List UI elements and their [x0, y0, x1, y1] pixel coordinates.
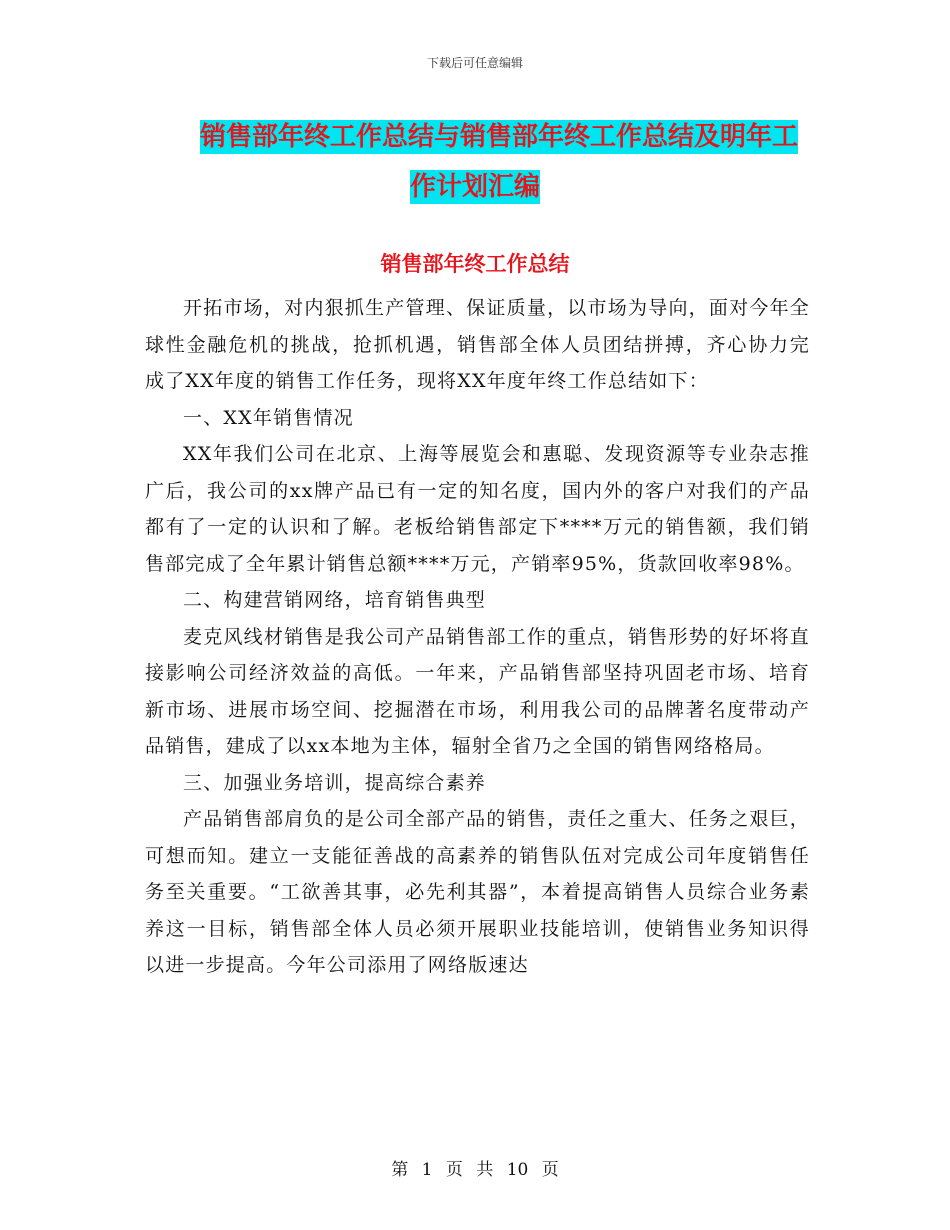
document-title	[0, 112, 950, 212]
heading-sales-status: 一、XX年销售情况	[183, 406, 354, 429]
page-footer: 第 1 页 共 10 页	[391, 1160, 559, 1180]
paragraph-sales-status: XX年我们公司在北京、上海等展览会和惠聪、发现资源等专业杂志推广后，我公司的xx牌产品已有一定的知名度，国内外的客户对我们的产品都有了一定的认识和了解。老板给销售部定下****万元的销售额，我们销售部完成了全年累计销售总额****万元，产销率95%，货款回收率98%。	[145, 443, 810, 575]
paragraph-marketing-network: 麦克风线材销售是我公司产品销售部工作的重点，销售形势的好坏将直接影响公司经济效益的高低。一年来，产品销售部坚持巩固老市场、培育新市场、进展市场空间、挖掘潜在市场，利用我公司的品牌著名度带动产品销售，建成了以xx本地为主体，辐射全省乃之全国的销售网络格局。	[145, 625, 810, 757]
title-highlight: 销售部年终工作总结与销售部年终工作总结及明年工	[199, 122, 798, 152]
paragraph-training: 产品销售部肩负的是公司全部产品的销售，责任之重大、任务之艰巨，可想而知。建立一支能征善战的高素养的销售队伍对完成公司年度销售任务至关重要。“工欲善其事，必先利其器”，本着提高销售人员综合业务素养这一目标，销售部全体人员必须开展职业技能培训，使销售业务知识得以进一步提高。今年公司添用了网络版速达	[145, 808, 810, 976]
heading-training: 三、加强业务培训，提高综合素养	[183, 771, 487, 794]
heading-marketing-network: 二、构建营销网络，培育销售典型	[183, 589, 487, 611]
header-note: 下载后可任意编辑	[426, 56, 523, 70]
document-body	[145, 290, 810, 984]
title-highlight: 作计划汇编	[409, 172, 540, 202]
paragraph-intro: 开拓市场，对内狠抓生产管理、保证质量，以市场为导向，面对今年全球性金融危机的挑战，抢抓机遇，销售部全体人员团结拼搏，齐心协力完成了XX年度的销售工作任务，现将XX年度年终工作总结如下：	[145, 297, 810, 392]
section-title: 销售部年终工作总结	[380, 252, 570, 276]
document-title-line1	[0, 112, 950, 162]
document-title-line2	[0, 162, 950, 212]
